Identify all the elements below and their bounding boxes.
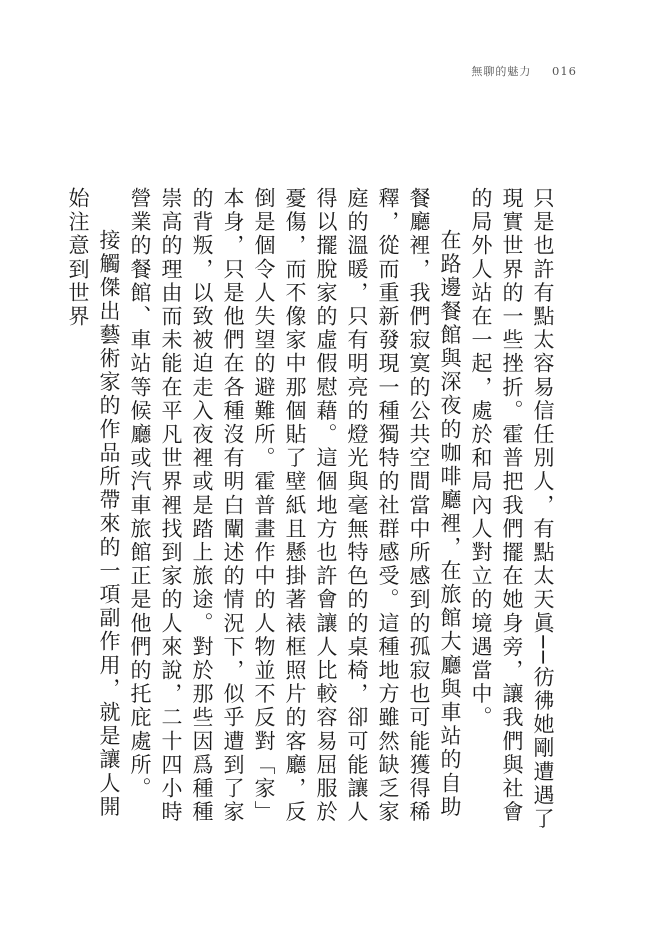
body-text xyxy=(66,187,558,837)
paragraph-3: 接觸傑出藝術家的作品所帶來的一項副作用，就是讓人開始注意到世界 xyxy=(66,187,121,819)
page-number: 016 xyxy=(552,64,577,78)
running-title: 無聊的魅力 xyxy=(471,65,532,78)
running-head xyxy=(471,63,577,79)
paragraph-1: 只是也許有點太容易信任別人，有點太天眞──彷彿她剛遭遇了現實世界的一些挫折。霍普把我們擺在她身旁，讓我們與社會的局外人站在一起，處於和局內人對立的境遇當中。 xyxy=(469,187,555,832)
paragraph-2: 在路邊餐館與深夜的咖啡廳裡，在旅館大廳與車站的自助餐廳裡，我們寂寞的公共空間當中所感到的孤寂也可能獲得稀釋，從而重新發現一種獨特的社群感受。這種地方雖然缺乏家庭的溫暖，只有明亮的燈光與毫無特色的的桌椅，卻可能讓人得以擺脫家的虛假慰藉。這個地方也許會讓人比較容易屈服於憂傷，而不像家中那個貼了壁紙且懸掛著裱框照片的客廳，反倒是個令人失望的避難所。霍普畫作中的人物並不反對「家」本身，只是他們在各種沒有明白闡述的情況下，似乎遭到了家的背叛，以致被迫走入夜裡或是踏上旅途。對於那些因爲種種崇高的理由而未能在平凡世界裡找到家的人來說，二十四小時營業的餐館、車站等候廳或汽車旅館正是他們的托庇處所。 xyxy=(128,187,462,825)
